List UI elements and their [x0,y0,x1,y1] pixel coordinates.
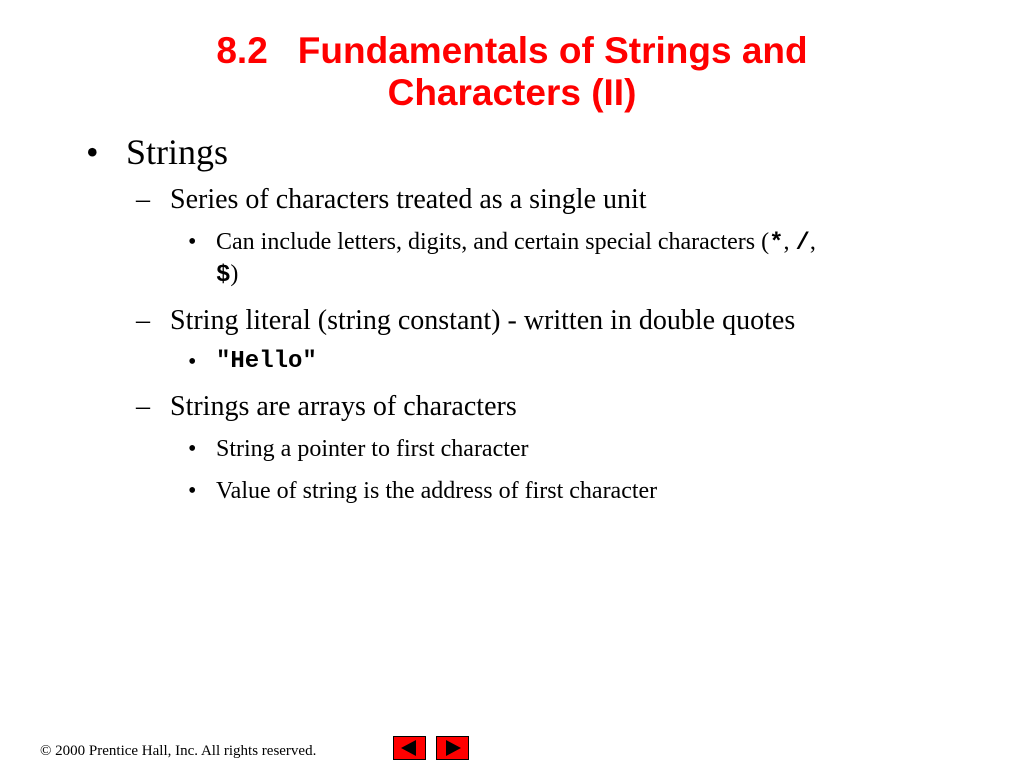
title-line-1 [0,30,1024,72]
bullet-marker: • [86,132,99,172]
copyright-text: 2000 Prentice Hall, Inc. All rights reserved. [55,743,317,759]
bullet-marker: • [188,229,197,255]
next-slide-button[interactable] [436,736,469,760]
subbullet-series [136,184,647,216]
bullet-strings [86,132,228,172]
separator: , [783,229,796,255]
subsubbullet-text: Value of string is the address of first character [216,478,658,504]
bullet-marker: • [188,478,197,504]
slide-title [0,30,1024,114]
special-char-dollar: $ [216,262,231,289]
text-prefix: Can include letters, digits, and certain special characters ( [216,229,770,255]
code-literal-hello: "Hello" [216,348,317,375]
bullet-marker: • [188,436,197,462]
copyright-icon: © [40,743,52,759]
text-suffix: ) [230,261,239,287]
title-number: 8.2 [216,30,268,71]
previous-slide-button[interactable] [393,736,426,760]
dash-marker: – [136,391,150,422]
subbullet-text: Strings are arrays of characters [170,391,517,422]
dash-marker: – [136,184,150,215]
separator: , [809,229,816,255]
dash-marker: – [136,305,150,336]
subsubbullet-special-chars [188,227,968,291]
bullet-text: Strings [126,132,229,172]
subsubbullet-value [188,476,657,506]
subsubbullet-text: String a pointer to first character [216,436,529,462]
subbullet-text: Series of characters treated as a single unit [170,184,647,215]
footer-copyright [40,742,316,760]
title-text-1: Fundamentals of Strings and [297,30,808,71]
subbullet-string-literal [136,305,795,337]
subsubbullet-pointer [188,434,529,464]
subbullet-text: String literal (string constant) - written in double quotes [170,305,796,336]
special-char-slash: / [795,230,810,257]
subbullet-arrays [136,391,517,423]
arrow-left-icon [394,737,425,759]
title-line-2: Characters (II) [387,72,637,113]
bullet-marker: • [188,349,197,375]
subsubbullet-text [216,227,968,291]
arrow-right-icon [437,737,468,759]
subsubbullet-hello [188,347,317,377]
special-char-asterisk: * [769,230,784,257]
